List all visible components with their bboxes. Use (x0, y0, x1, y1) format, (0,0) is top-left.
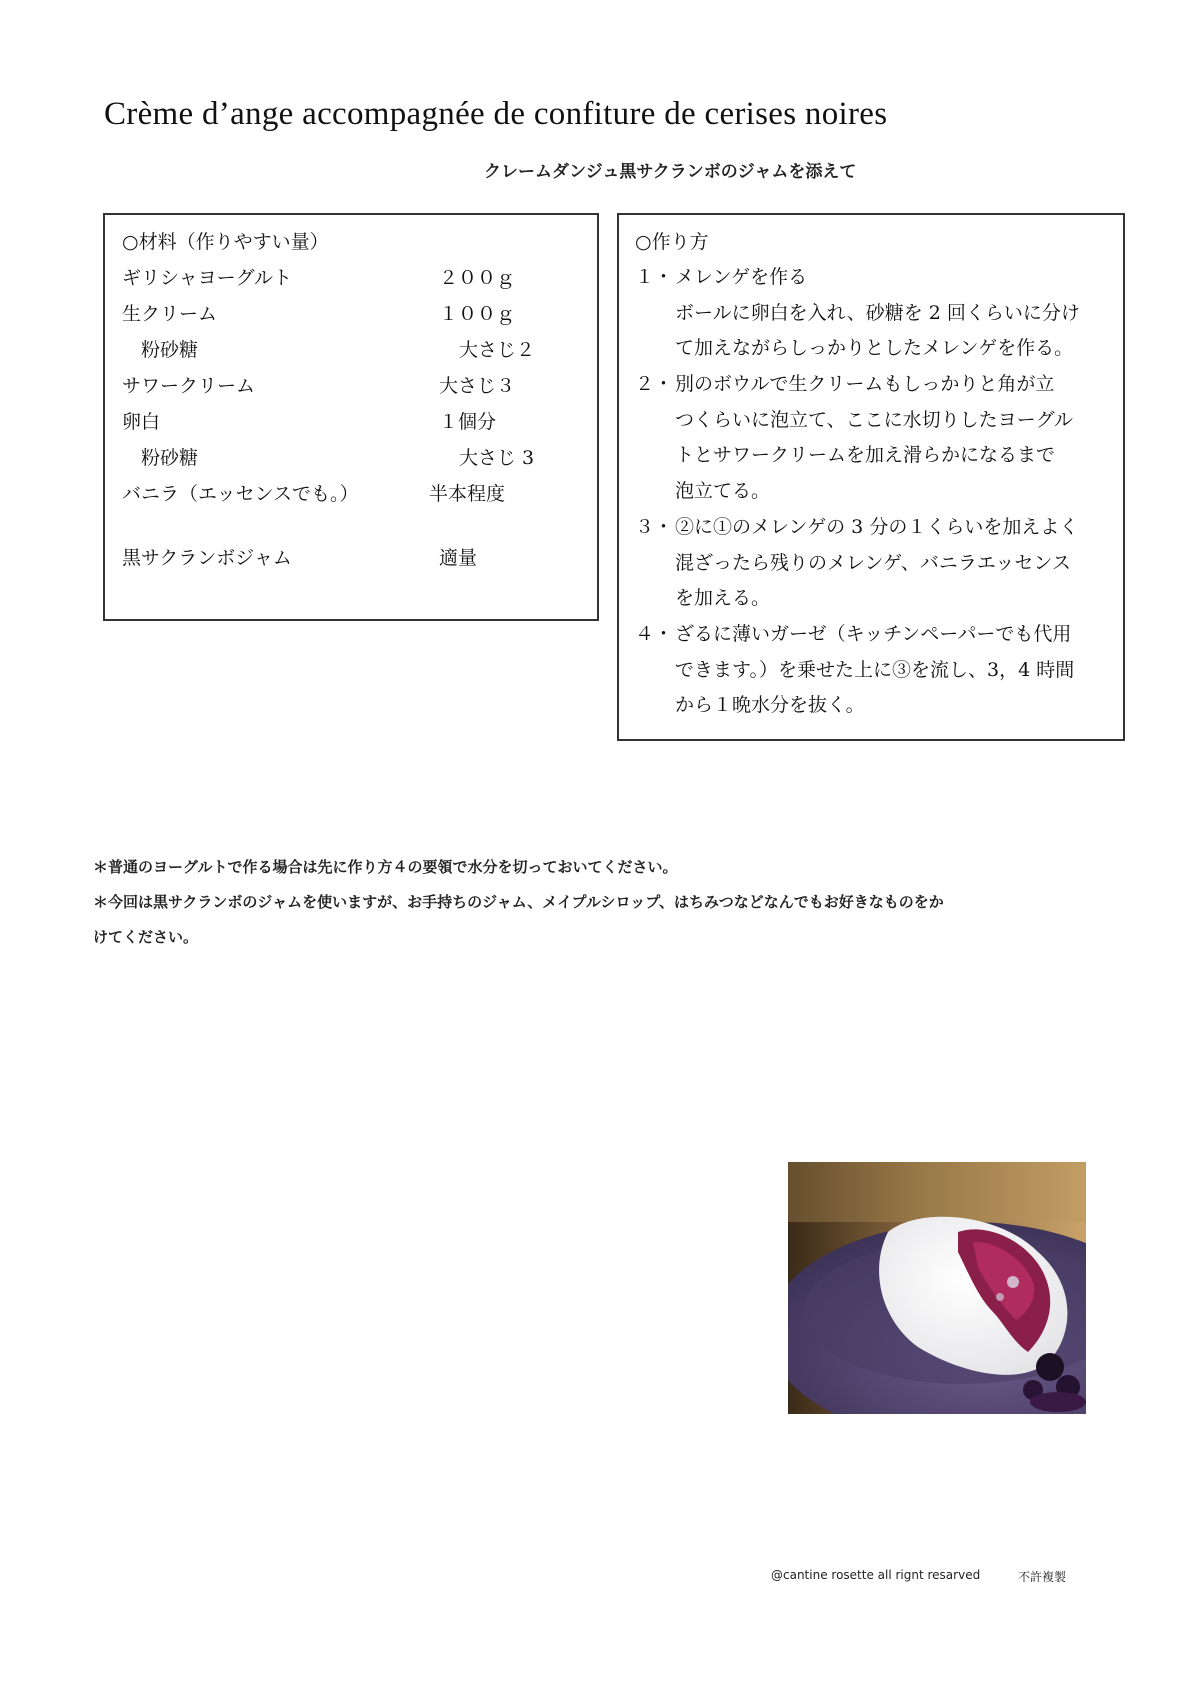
step-line: 泡立てる。 (675, 479, 771, 502)
ingredient-name: 生クリーム (122, 303, 218, 325)
step-line: 混ざったら残りのメレンゲ、バニラエッセンス (675, 551, 1071, 574)
dessert-photo (788, 1162, 1086, 1414)
ingredient-name: バニラ（エッセンスでも。） (122, 483, 359, 505)
step-number: ２・ (635, 373, 674, 395)
step-line: メレンゲを作る (675, 266, 808, 288)
step-line: から１晩水分を抜く。 (675, 694, 865, 716)
step-line: ざるに薄いガーゼ（キッチンペーパーでも代用 (675, 623, 1072, 645)
ingredient-name: サワークリーム (122, 375, 256, 397)
step-line: て加えながらしっかりとしたメレンゲを作る。 (675, 337, 1074, 359)
method-box (617, 213, 1125, 741)
recipe-title: Crème d’ange accompagnée de confiture de cerises noires (104, 96, 888, 132)
ingredient-amount: 大さじ２ (459, 339, 536, 361)
ingredient-name: 黒サクランボジャム (122, 547, 292, 569)
ingredients-box (103, 213, 599, 621)
step-number: ３・ (635, 516, 674, 538)
step-number: ４・ (635, 623, 674, 645)
step-line: できます。）を乗せた上に③を流し、3，4 時間 (675, 658, 1075, 681)
step-line: ボールに卵白を入れ、砂糖を 2 回くらいに分け (675, 301, 1080, 324)
step-line: つくらいに泡立て、ここに水切りしたヨーグル (675, 408, 1074, 431)
ingredient-amount: 大さじ３ (439, 375, 516, 397)
step-number: １・ (635, 266, 674, 288)
ingredient-amount: １００ｇ (439, 303, 516, 325)
ingredient-amount: 半本程度 (429, 483, 506, 505)
ingredient-amount: ２００ｇ (439, 267, 516, 289)
step-line: を加える。 (675, 587, 771, 609)
ingredients-header: ○材料（作りやすい量） (122, 231, 329, 253)
note-line: ＊普通のヨーグルトで作る場合は先に作り方４の要領で水分を切っておいてください。 (93, 858, 678, 876)
step-line: トとサワークリームを加え滑らかになるまで (675, 444, 1056, 466)
ingredient-name: ギリシャヨーグルト (122, 267, 293, 289)
note-line: ＊今回は黒サクランボのジャムを使いますが、お手持ちのジャム、メイプルシロップ、はちみつなどなんでもお好きなものをか (93, 893, 944, 911)
step-line: 別のボウルで生クリームもしっかりと角が立 (675, 373, 1055, 395)
ingredient-name: 粉砂糖 (122, 339, 199, 361)
method-header: ○作り方 (635, 231, 709, 253)
ingredient-amount: 適量 (439, 547, 478, 569)
copyright-text: @cantine rosette all rignt resarved (771, 1568, 981, 1582)
recipe-subtitle: クレームダンジュ黒サクランボのジャムを添えて (484, 162, 857, 182)
step-line: ②に①のメレンゲの 3 分の１くらいを加えよく (675, 516, 1079, 538)
ingredient-amount: １個分 (439, 411, 497, 433)
no-reproduction-text: 不許複製 (1018, 1570, 1067, 1584)
ingredient-amount: 大さじ 3 (459, 447, 535, 469)
ingredient-name: 卵白 (122, 411, 161, 433)
note-line: けてください。 (93, 928, 199, 946)
ingredient-name: 粉砂糖 (122, 447, 199, 469)
